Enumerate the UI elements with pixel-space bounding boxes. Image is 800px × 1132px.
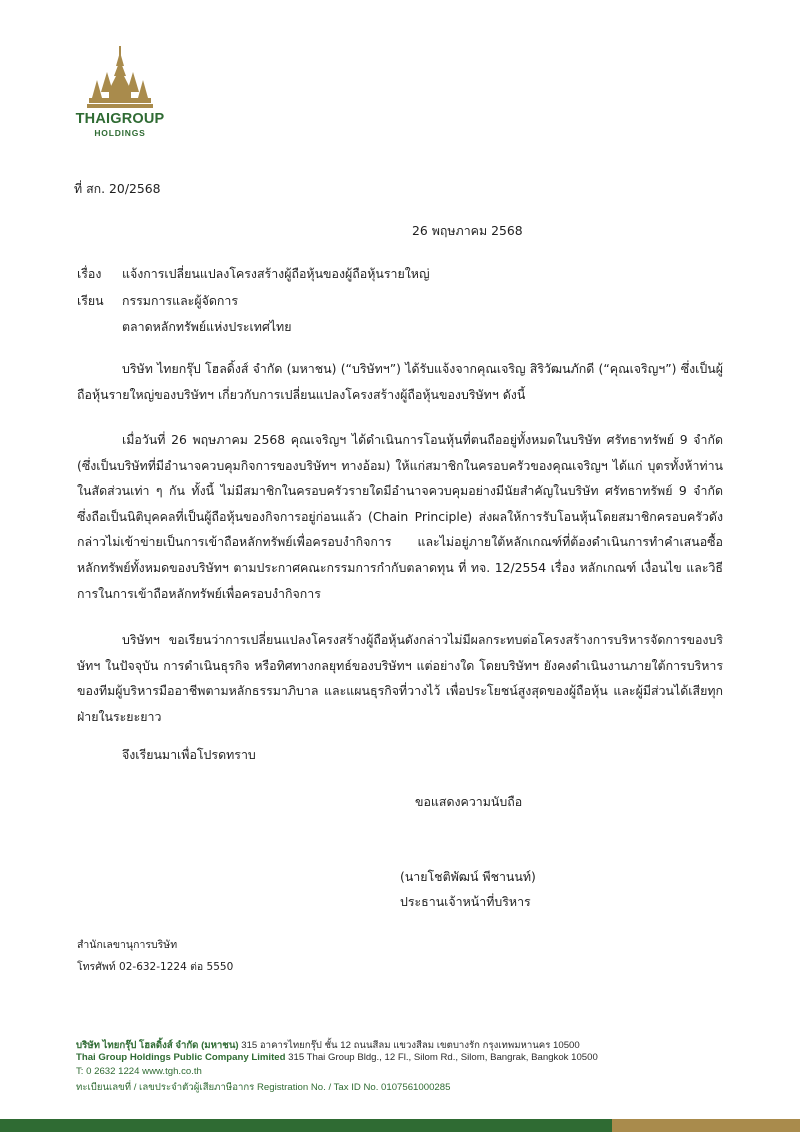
letter-date: 26 พฤษภาคม 2568 <box>412 223 523 238</box>
company-logo <box>60 46 180 138</box>
footer-thai-company: บริษัท ไทยกรุ๊ป โฮลดิ้งส์ จำกัด (มหาชน) <box>76 1040 239 1051</box>
subject-label: เรื่อง <box>77 266 102 281</box>
footer-english-address: 315 Thai Group Bldg., 12 Fl., Silom Rd., Silom, Bangrak, Bangkok 10500 <box>288 1052 598 1063</box>
recipient-label: เรียน <box>77 293 104 308</box>
paragraph-3-text: บริษัทฯ ขอเรียนว่าการเปลี่ยนแปลงโครงสร้างผู้ถือหุ้นดังกล่าวไม่มีผลกระทบต่อโครงสร้างการบริหารจัดการของบริษัทฯ ในปัจจุบัน การดำเนินธุรกิจ หรือทิศทางกลยุทธ์ของบริษัทฯ แต่อย่างใด โดยบริษัทฯ ยังคงดำเนินงานภายใต้การบริหารของทีมผู้บริหารมืออาชีพตามหลักธรรมาภิบาล และแผนธุรกิจที่วางไว้ เพื่อประโยชน์สูงสุดของผู้ถือหุ้น และผู้มีส่วนได้เสียทุกฝ่ายในระยะยาว <box>77 632 723 724</box>
brand-subtitle: HOLDINGS <box>94 128 146 138</box>
temple-spire-icon <box>87 46 153 110</box>
paragraph-1-text: บริษัท ไทยกรุ๊ป โฮลดิ้งส์ จำกัด (มหาชน) (“บริษัทฯ”) ได้รับแจ้งจากคุณเจริญ สิริวัฒนภักดี (“คุณเจริญฯ”) ซึ่งเป็นผู้ถือหุ้นรายใหญ่ของบริษัทฯ เกี่ยวกับการเปลี่ยนแปลงโครงสร้างผู้ถือหุ้นของบริษัทฯ ดังนี้ <box>77 361 723 402</box>
recipient-line-2: ตลาดหลักทรัพย์แห่งประเทศไทย <box>122 319 292 334</box>
footer-contact: T: 0 2632 1224 www.tgh.co.th <box>76 1066 202 1077</box>
footer-gold-bar <box>612 1119 800 1132</box>
footer-thai-line <box>76 1038 580 1053</box>
signer-title: ประธานเจ้าหน้าที่บริหาร <box>400 894 531 909</box>
closing-line: จึงเรียนมาเพื่อโปรดทราบ <box>122 747 256 762</box>
signer-name: (นายโชติพัฒน์ พีชานนท์) <box>400 869 536 884</box>
brand-name: THAIGROUP <box>75 111 165 127</box>
footer-english-line <box>76 1052 598 1063</box>
regards-text: ขอแสดงความนับถือ <box>415 794 523 809</box>
footer-registration: ทะเบียนเลขที่ / เลขประจำตัวผู้เสียภาษีอากร Registration No. / Tax ID No. 0107561000285 <box>76 1082 451 1093</box>
recipient-line-1: กรรมการและผู้จัดการ <box>122 293 239 308</box>
office-name: สำนักเลขานุการบริษัท <box>77 939 178 951</box>
paragraph-2-text: เมื่อวันที่ 26 พฤษภาคม 2568 คุณเจริญฯ ได้ดำเนินการโอนหุ้นที่ตนถืออยู่ทั้งหมดในบริษัท ศรัทธาทรัพย์ 9 จำกัด (ซึ่งเป็นบริษัทที่มีอำนาจควบคุมกิจการของบริษัทฯ ทางอ้อม) ให้แก่สมาชิกในครอบครัวของคุณเจริญฯ ได้แก่ บุตรทั้งห้าท่าน ในสัดส่วนเท่า ๆ กัน ทั้งนี้ ไม่มีสมาชิกในครอบครัวรายใดมีอำนาจควบคุมอย่างมีนัยสำคัญในบริษัท ศรัทธาทรัพย์ 9 จำกัด ซึ่งถือเป็นนิติบุคคลที่เป็นผู้ถือหุ้นของกิจการอยู่ก่อนแล้ว (Chain Principle) ส่งผลให้การรับโอนหุ้นโดยสมาชิกครอบครัวดังกล่าวไม่เข้าข่ายเป็นการเข้าถือหลักทรัพย์เพื่อครอบงำกิจการ และไม่อยู่ภายใต้หลักเกณฑ์ที่ต้องดำเนินการทำคำเสนอซื้อหลักทรัพย์ทั้งหมดของบริษัทฯ ตามประกาศคณะกรรมการกำกับตลาดทุน ที่ ทจ. 12/2554 เรื่อง หลักเกณฑ์ เงื่อนไข และวิธีการในการเข้าถือหลักทรัพย์เพื่อครอบงำกิจการ <box>77 432 723 601</box>
paragraph-2 <box>77 427 723 606</box>
footer-english-company: Thai Group Holdings Public Company Limited <box>76 1052 286 1063</box>
office-phone: โทรศัพท์ 02-632-1224 ต่อ 5550 <box>77 961 234 973</box>
subject-text: แจ้งการเปลี่ยนแปลงโครงสร้างผู้ถือหุ้นของผู้ถือหุ้นรายใหญ่ <box>122 266 430 281</box>
document-number: ที่ สก. 20/2568 <box>74 181 161 196</box>
paragraph-3 <box>77 627 723 729</box>
footer-thai-address: 315 อาคารไทยกรุ๊ป ชั้น 12 ถนนสีลม แขวงสีลม เขตบางรัก กรุงเทพมหานคร 10500 <box>241 1040 580 1051</box>
paragraph-1 <box>77 356 723 407</box>
